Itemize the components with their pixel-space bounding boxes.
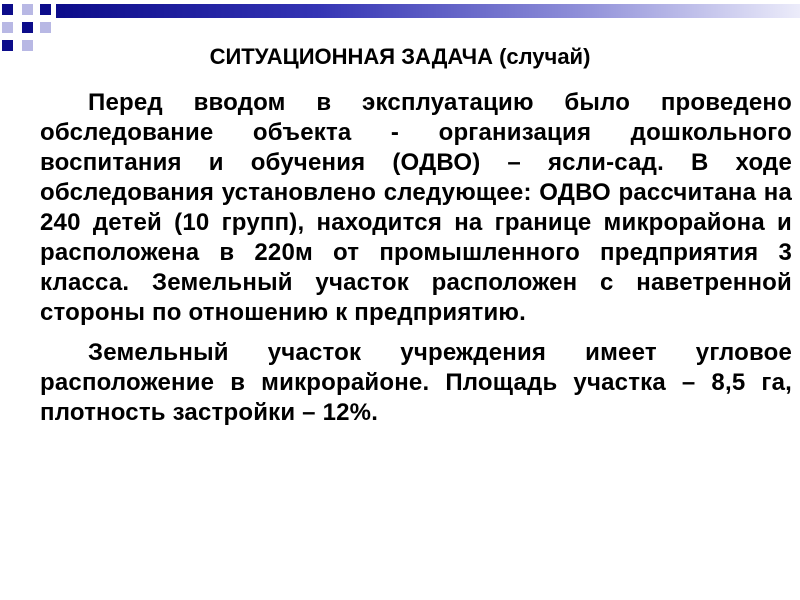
deco-square-2 [22,4,33,15]
paragraph-1: Перед вводом в эксплуатацию было проведено обследование объекта - организация дошкольного воспитания и обучения (ОДВО) – ясли-сад. В ходе обследования установлено следующее: ОДВО рассчитана на 240 детей (10 групп), находится на границе микрорайона и расположена в 220м от промышленного предприятия 3 класса. Земельный участок расположен с наветренной стороны по отношению к предприятию. [40,89,792,326]
deco-square-1 [2,4,13,15]
slide-title: СИТУАЦИОННАЯ ЗАДАЧА (случай) [209,44,591,69]
deco-square-3 [40,4,51,15]
header-gradient-bar [56,4,800,18]
paragraph-2: Земельный участок учреждения имеет угловое расположение в микрорайоне. Площадь участка – 8,5 га, плотность застройки – 12%. [40,339,792,426]
slide-body [40,88,792,428]
deco-square-5 [22,22,33,33]
deco-square-6 [40,22,51,33]
deco-square-4 [2,22,13,33]
